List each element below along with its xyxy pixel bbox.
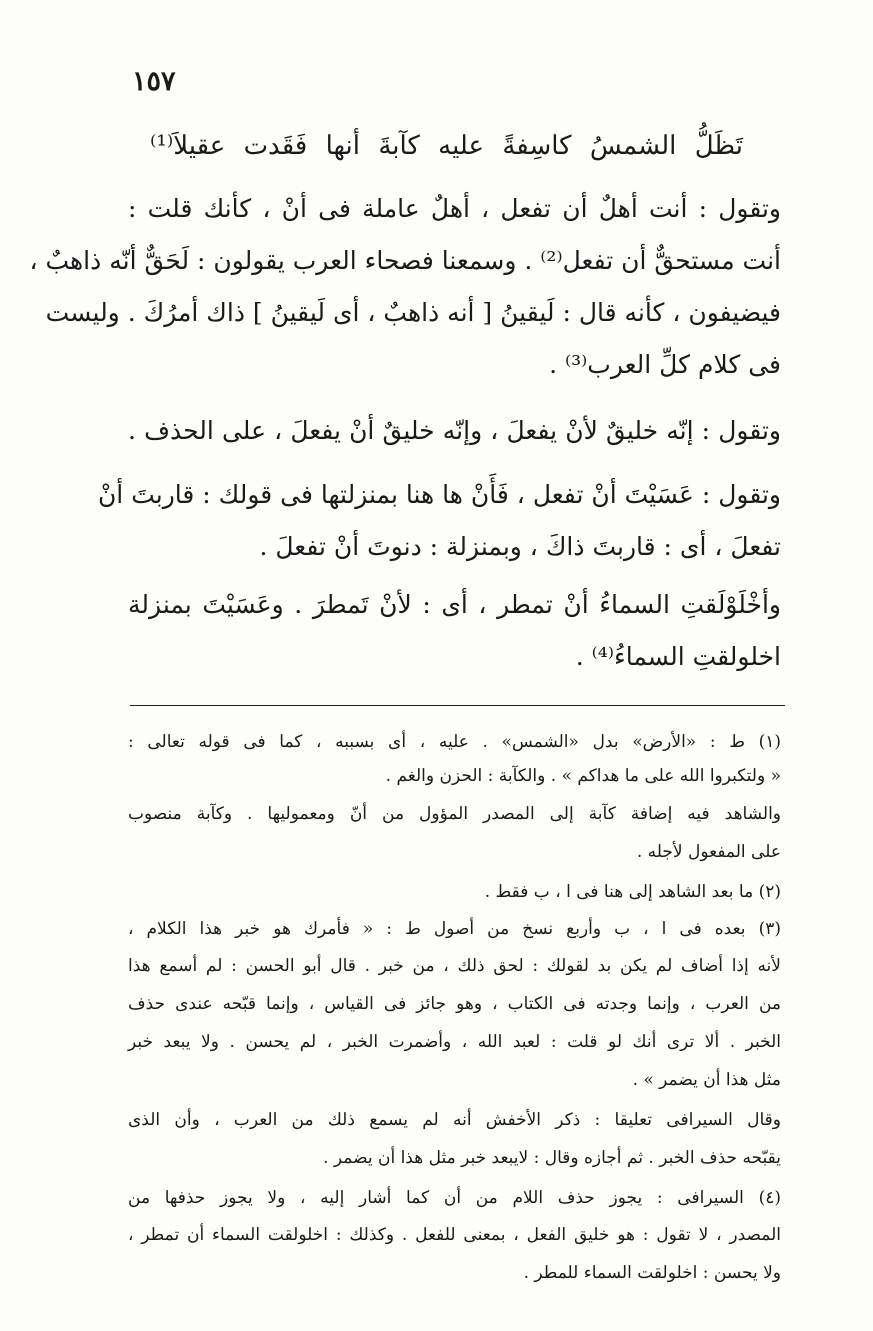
body-line: وتقول : عَسَيْتَ أنْ تفعل ، فَأَنْ ها هنا بمنزلتها فى قولك : قاربتَ أنْ: [97, 480, 781, 509]
body-line: وتقول : إنّه خليقٌ لأنْ يفعلَ ، وإنّه خليقٌ أنْ يفعلَ ، على الحذف .: [128, 416, 781, 445]
footnote-line: على المفعول لأجله .: [636, 842, 781, 862]
footnote-line: لأنه إذا أضاف لم يكن بد لقولك : لحق ذلك ، من خبر . قال أبو الحسن : لم أسمع هذا: [128, 956, 781, 976]
body-line: وتقول : أنت أهلٌ أن تفعل ، أهلٌ عاملة فى أنْ ، كأنك قلت :: [128, 194, 781, 223]
body-line: أنت مستحقٌّ أن تفعل⁽²⁾ . وسمعنا فصحاء العرب يقولون : لَحَقٌّ أنّه ذاهبٌ ،: [29, 246, 781, 275]
footnote-line: يقبّحه حذف الخبر . ثم أجازه وقال : لايبعد خبر مثل هذا أن يضمر .: [323, 1148, 781, 1168]
body-line: تفعلَ ، أى : قاربتَ ذاكَ ، وبمنزلة : دنوتَ أنْ تفعلَ .: [259, 532, 781, 561]
footnote-line: (٣) بعده فى ا ، ب وأربع نسخ من أصول ط : « فأمرك هو خبر هذا الكلام ،: [128, 919, 781, 939]
footnote-line: وقال السيرافى تعليقا : ذكر الأخفش أنه لم يسمع ذلك من العرب ، وأن الذى: [128, 1110, 781, 1130]
body-line: فى كلام كلِّ العرب⁽³⁾ .: [549, 350, 781, 379]
footnote-line: المصدر ، لا تقول : هو خليق الفعل ، بمعنى للفعل . وكذلك : اخلولقت السماء أن تمطر ،: [128, 1225, 781, 1245]
footnote-line: الخبر . ألا ترى أنك لو قلت : لعبد الله ، وأضمرت الخبر ، لم يحسن . ولا يبعد خبر: [128, 1032, 781, 1052]
poetry-verse: تَظَلُّ الشمسُ كاسِفةً عليه كآبةَ أنها فَقَدت عقيلاَ⁽¹⁾: [150, 131, 743, 161]
body-line: فيضيفون ، كأنه قال : لَيقينُ [ أنه ذاهبٌ ، أى لَيقينُ ] ذاك أمرُكَ . وليست: [45, 298, 781, 327]
body-line: وأخْلَوْلَقتِ السماءُ أنْ تمطر ، أى : لأنْ تَمطرَ . وعَسَيْتَ بمنزلة: [128, 590, 781, 619]
footnote-line: والشاهد فيه إضافة كآبة إلى المصدر المؤول من أنّ ومعموليها . وكآبة منصوب: [128, 804, 781, 824]
footnote-line: من العرب ، وإنما وجدته فى الكتاب ، وهو جائز فى القياس ، وإنما قبّحه عندى حذف: [128, 994, 781, 1014]
footnote-line: (٢) ما بعد الشاهد إلى هنا فى ا ، ب فقط .: [484, 882, 781, 902]
footnote-line: « ولتكبروا الله على ما هداكم » . والكآبة : الحزن والغم .: [385, 766, 781, 786]
body-line: اخلولقتِ السماءُ⁽⁴⁾ .: [575, 642, 781, 671]
page-number: ١٥٧: [132, 66, 176, 97]
footnote-line: مثل هذا أن يضمر » .: [632, 1070, 781, 1090]
footnote-line: ولا يحسن : اخلولقت السماء للمطر .: [523, 1263, 781, 1283]
footnote-line: (١) ط : «الأرض» بدل «الشمس» . عليه ، أى بسببه ، كما فى قوله تعالى :: [128, 732, 781, 752]
footnote-line: (٤) السيرافى : يجوز حذف اللام من أن كما أشار إليه ، ولا يجوز حذفها من: [128, 1188, 781, 1208]
footnote-separator: [130, 705, 785, 706]
